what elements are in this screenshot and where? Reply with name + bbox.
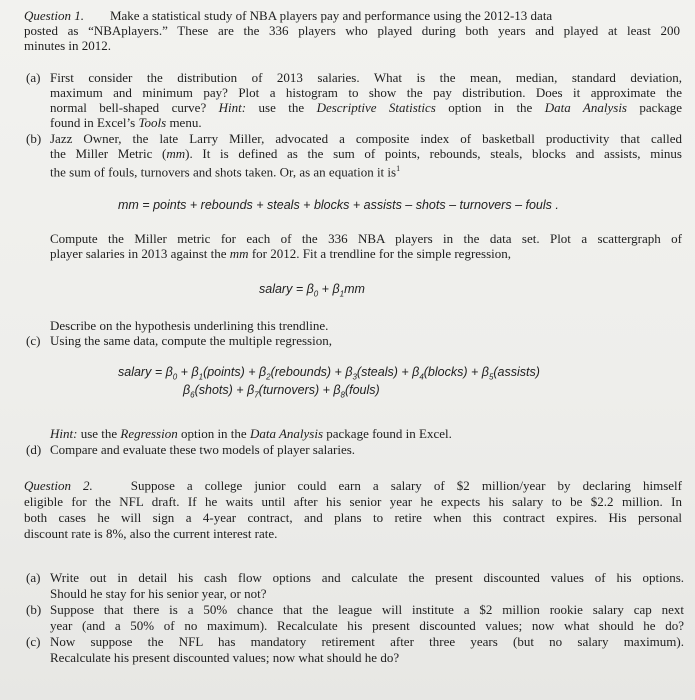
eq1-beta-1: β bbox=[191, 365, 199, 379]
q1-a-line-1: First consider the distribution of 2013 salaries. What is the mean, median, standard deviation, bbox=[50, 70, 682, 85]
miller-metric-equation: mm = points + rebounds + steals + blocks + assists – shots – turnovers – fouls . bbox=[118, 198, 559, 212]
q2-c-label: (c) bbox=[26, 634, 41, 649]
q2-a-label: (a) bbox=[26, 570, 41, 585]
q1-a-label: (a) bbox=[26, 70, 41, 85]
q1-d-text: Compare and evaluate these two models of player salaries. bbox=[50, 442, 356, 457]
q2-c-line-2: Recalculate his present discounted values; now what should he do? bbox=[50, 650, 400, 665]
q2-b-line-1: Suppose that there is a 50% chance that the league will institute a $2 million rookie salary cap next bbox=[50, 602, 684, 617]
q1-a-tools-menu: Tools bbox=[138, 115, 167, 130]
q1-b-line-1: Jazz Owner, the late Larry Miller, advocated a composite index of basketball productivity that called bbox=[50, 131, 682, 146]
multiple-regression-equation-line-1: salary = $\beta_0$ + $\beta_1(points)$ + $\beta_2(rebounds)$ + $\beta_3(steals)$ + $\beta_4(blocks)$ + $\beta_5(assists)$ bbox=[118, 365, 540, 382]
q1-b-describe: Describe on the hypothesis underlining this trendline. bbox=[50, 318, 329, 333]
eq1-beta-5: β bbox=[481, 365, 489, 379]
q1-c-tool: Regression bbox=[120, 426, 178, 441]
q1-c-hint: Hint: use the Regression option in the Data Analysis package found in Excel. bbox=[50, 426, 452, 441]
q1-a-line-3: normal bell-shaped curve? Hint: use the Descriptive Statistics option in the Data Analysis package bbox=[50, 100, 682, 115]
q1-b-compute-line-2: player salaries in 2013 against the mm for 2012. Fit a trendline for the simple regression, bbox=[50, 246, 512, 261]
eq1-beta-3: β bbox=[345, 365, 353, 379]
q1-a-line-2: maximum and minimum pay? Plot a histogram to show the pay distribution. Does it approximate the bbox=[50, 85, 682, 100]
q1-a-package: Data Analysis bbox=[544, 100, 627, 115]
q2-intro-line-1: Question 2. Suppose a college junior could earn a salary of $2 million/year by declaring himself bbox=[24, 478, 682, 493]
q1-b-compute-line-1: Compute the Miller metric for each of the 336 NBA players in the data set. Plot a scattergraph of bbox=[50, 231, 682, 246]
q1-heading: Question 1. bbox=[24, 8, 84, 23]
q2-intro-line-4: discount rate is 8%, also the current interest rate. bbox=[24, 526, 278, 541]
q1-c-package: Data Analysis bbox=[249, 426, 324, 441]
eq1-beta-4: β bbox=[412, 365, 420, 379]
multiple-regression-equation-line-2: $\beta_6(shots)$ + $\beta_7(turnovers)$ + $\beta_8(fouls)$ bbox=[183, 383, 380, 400]
q1-intro-line-3: minutes in 2012. bbox=[24, 38, 112, 53]
q2-intro-line-2: eligible for the NFL draft. If he waits until after his senior year he expects his salary to be $2.2 million. In bbox=[24, 494, 682, 509]
q2-b-line-2: year (and a 50% of no maximum). Recalculate his present discounted values; now what should he do? bbox=[50, 618, 684, 633]
eq1-beta-2: β bbox=[259, 365, 267, 379]
q2-b-label: (b) bbox=[26, 602, 42, 617]
q1-c-label: (c) bbox=[26, 333, 41, 348]
q1-intro-line-1: Question 1. Make a statistical study of NBA players pay and performance using the 2012-13 data bbox=[24, 8, 553, 23]
q1-a-hint: Hint: bbox=[218, 100, 247, 115]
q1-b-label: (b) bbox=[26, 131, 42, 146]
q2-a-line-1: Write out in detail his cash flow options and calculate the present discounted values of his options. bbox=[50, 570, 684, 585]
q2-a-line-2: Should he stay for his senior year, or not? bbox=[50, 586, 267, 601]
simple-regression-equation: salary = $\beta_0 + \beta_1mm$ bbox=[259, 282, 365, 299]
q1-d-label: (d) bbox=[26, 442, 42, 457]
q2-heading: Question 2. bbox=[24, 478, 93, 493]
q1-a-tool: Descriptive Statistics bbox=[316, 100, 436, 115]
q1-a-line-4: found in Excel’s Tools menu. bbox=[50, 115, 202, 130]
q1-c-text: Using the same data, compute the multiple regression, bbox=[50, 333, 332, 348]
eq2-beta-7: β bbox=[247, 383, 255, 397]
q1-c-hint-word: Hint: bbox=[50, 426, 78, 441]
q1-intro-line-2: posted as “NBAplayers.” These are the 336 players who played during both years and played at least 200 bbox=[24, 23, 680, 38]
q1-b-line-3: the sum of fouls, turnovers and shots taken. Or, as an equation it $is^1$ bbox=[50, 164, 401, 180]
q1-b-line-2: the Miller Metric (mm). It is defined as the sum of points, rebounds, steals, blocks and assists, minus bbox=[50, 146, 682, 161]
q1-b-mm: mm bbox=[166, 146, 186, 161]
footnote-marker: 1 bbox=[396, 164, 401, 173]
eq2-beta-6: β bbox=[183, 383, 191, 397]
eq1-beta-0: β bbox=[165, 365, 173, 379]
q2-intro-line-3: both cases he will sign a 4-year contract, and plans to retire when this contract expires. His personal bbox=[24, 510, 682, 525]
q2-c-line-1: Now suppose the NFL has mandatory retirement after three years (but no salary maximum). bbox=[50, 634, 684, 649]
q1-b-mm-2: mm bbox=[229, 246, 249, 261]
eq2-beta-8: β bbox=[333, 383, 341, 397]
